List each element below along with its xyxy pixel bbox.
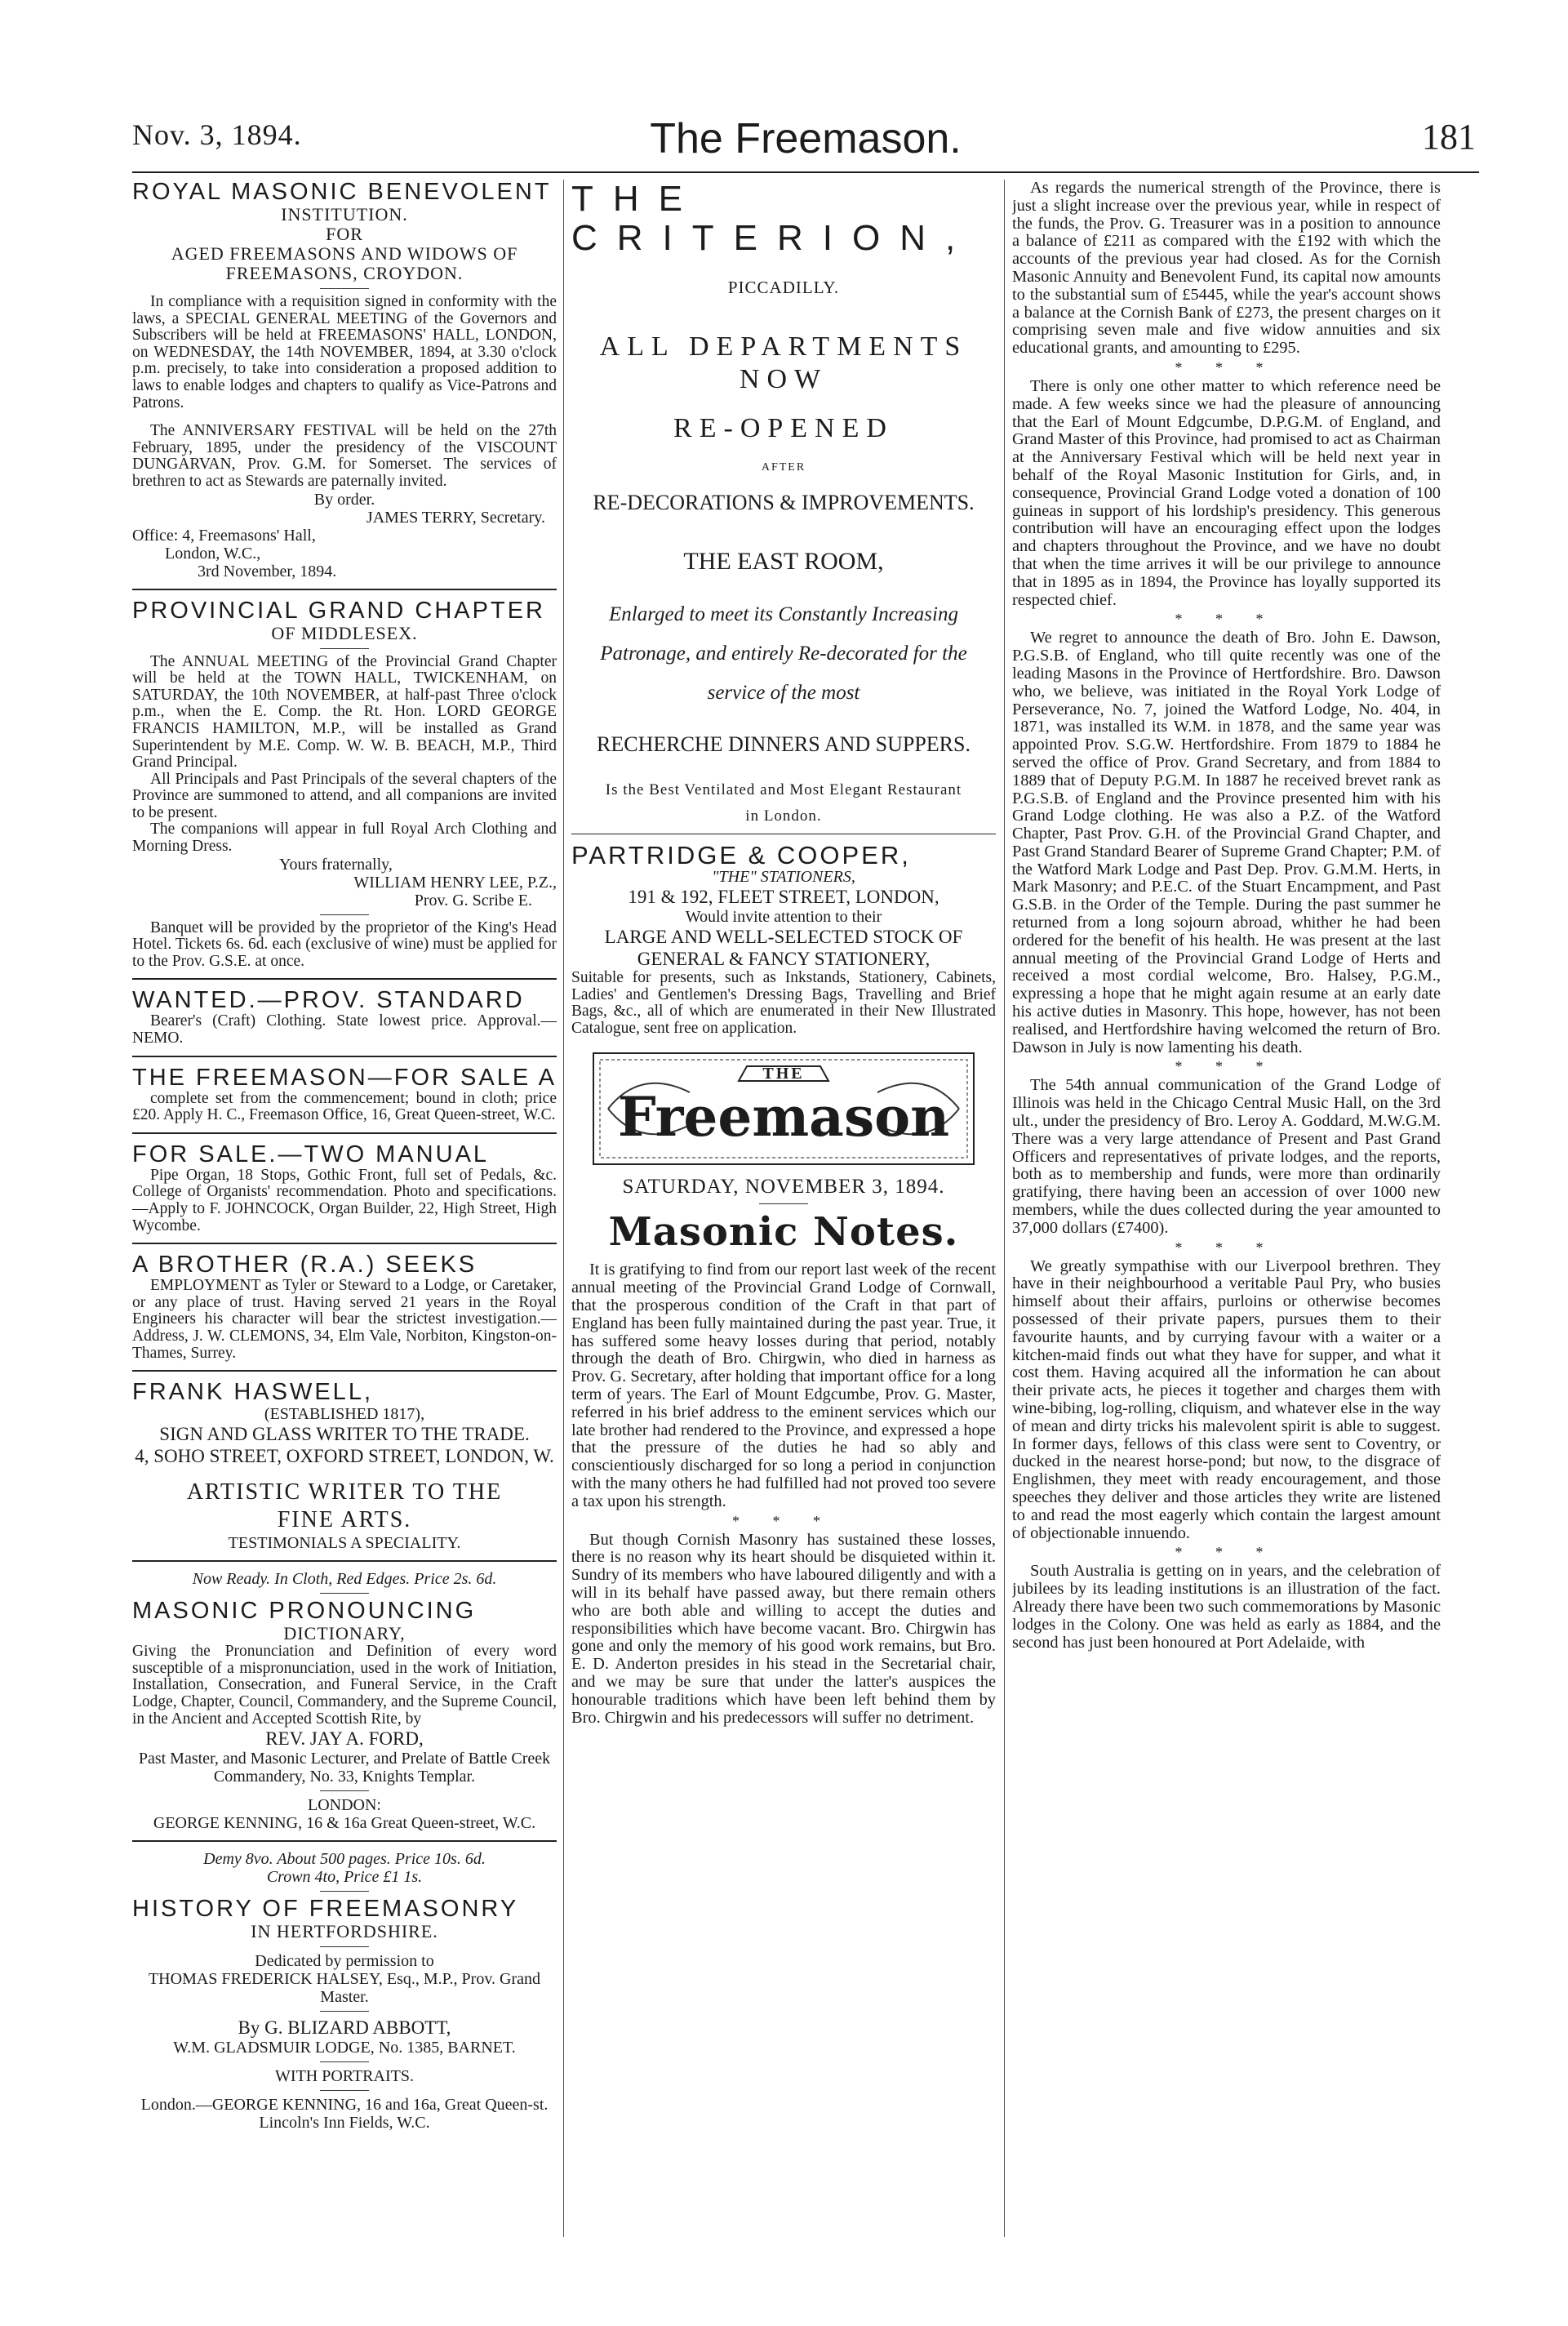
- column-notes: [1012, 180, 1441, 2245]
- ad-subheading: OF MIDDLESEX.: [271, 622, 418, 643]
- ad-signature: JAMES TERRY, Secretary.: [366, 508, 545, 527]
- ad-line: Would invite attention to their: [685, 908, 882, 926]
- ad-line: ARTISTIC WRITER TO THE: [186, 1479, 503, 1505]
- column-rule: [563, 180, 564, 2237]
- ad-line: RECHERCHE DINNERS AND SUPPERS.: [597, 732, 971, 756]
- divider: [320, 1891, 369, 1892]
- ad-address: Office: 4, Freemasons' Hall,: [132, 526, 316, 545]
- ad-wanted: [132, 988, 557, 1047]
- section-break: * * *: [1175, 611, 1278, 628]
- divider: [132, 978, 557, 980]
- divider: [320, 288, 369, 289]
- ad-heading: HISTORY OF FREEMASONRY: [132, 1896, 519, 1923]
- ad-body: The ANNUAL MEETING of the Provincial Grand Chapter will be held at the TOWN HALL, TWICKENHAM, on SATURDAY, the 10th NOVEMBER, at half-past Three o'clock p.m., when the E. Comp. the Rt. Hon. LORD GEORGE FRANCIS HAMILTON, M.P., will be installed as Grand Superintendent by M.E. Comp. W. W. B. BEACH, M.P., Third Grand Principal.: [132, 652, 557, 772]
- section-break: * * *: [1175, 358, 1278, 376]
- ad-body: Pipe Organ, 18 Stops, Gothic Front, full set of Pedals, &c. College of Organists' recommendation. Photo and specifications.—Apply to F. JOHNCOCK, Organ Builder, 22, High Street, High Wycombe.: [132, 1166, 557, 1234]
- divider: [320, 2090, 369, 2091]
- column-center: [571, 180, 996, 2245]
- ad-address: London, W.C.,: [165, 544, 261, 563]
- ad-heading: THE FREEMASON—FOR SALE A: [132, 1064, 557, 1091]
- ad-heading: FRANK HASWELL,: [132, 1379, 373, 1406]
- article-paragraph: But though Cornish Masonry has sustained these losses, there is no reason why its heart should be disquieted within it. Sundry of its members who have laboured diligently and with a will in its behalf have passed away, but there remain others who are both able and willing to accept the duties and responsibilities which have become vacant. Bro. Chirgwin has gone and only the memory of his good work remains, but Bro. E. D. Anderton presides in his stead in the Secretarial chair, and we may be sure that under the latter's auspices the honourable traditions which have been left behind them by Bro. Chirgwin and his predecessors will suffer no detriment.: [571, 1530, 996, 1727]
- ad-place: PICCADILLY.: [727, 278, 840, 297]
- ad-body: In compliance with a requisition signed in conformity with the laws, a SPECIAL GENERAL MEETING of the Governors and Subscribers will be held at FREEMASONS' HALL, LONDON, on WEDNESDAY, the 14th NOVEMBER, 1894, at 3.30 o'clock p.m. precisely, to take into consideration a proposed addition to laws to enable lodges and chapters to qualify as Vice-Patrons and Patrons.: [132, 293, 557, 411]
- ad-line: THOMAS FREDERICK HALSEY, Esq., M.P., Prov. Grand Master.: [148, 1970, 541, 2007]
- divider: [320, 914, 369, 915]
- ad-line: GENERAL & FANCY STATIONERY,: [637, 949, 931, 969]
- divider: [320, 1790, 369, 1791]
- ad-body: Banquet will be provided by the proprietor of the King's Head Hotel. Tickets 6s. 6d. each (exclusive of wine) must be applied for to the Prov. G.S.E. at once.: [132, 918, 557, 970]
- ad-signature: WILLIAM HENRY LEE, P.Z.,: [353, 873, 557, 892]
- divider: [132, 1560, 557, 1562]
- ad-publisher: GEORGE KENNING, 16 & 16a Great Queen-street, W.C.: [153, 1814, 536, 1833]
- ad-heading: ROYAL MASONIC BENEVOLENT: [132, 180, 552, 205]
- ad-heading: PARTRIDGE & COOPER,: [571, 841, 911, 869]
- ad-date: 3rd November, 1894.: [198, 562, 337, 580]
- divider: [132, 1132, 557, 1134]
- issue-dateline: SATURDAY, NOVEMBER 3, 1894.: [622, 1176, 945, 1199]
- article-paragraph: As regards the numerical strength of the Province, there is just a slight increase over the previous year, while in respect of the funds, the Prov. G. Treasurer was in a position to announce a balance of £211 as compared with the £192 with which the accounts of the previous year had closed. As for the Cornish Masonic Annuity and Benevolent Fund, its capital now amounts to the substantial sum of £5445, while the year's account shows a balance at the Cornish Bank of £273, the present charges on it comprising seven male and five widow annuities and six educational grants, and amounting to £295.: [1012, 180, 1441, 358]
- section-heading: Masonic Notes.: [608, 1209, 959, 1256]
- ad-organ-for-sale: [132, 1142, 557, 1234]
- ad-line: RE-OPENED: [673, 413, 894, 443]
- ad-history-of-freemasonry: [132, 1850, 557, 2132]
- ad-price: Now Ready. In Cloth, Red Edges. Price 2s. 6d.: [192, 1570, 497, 1589]
- section-break: * * *: [1175, 1544, 1278, 1561]
- ad-line: Dedicated by permission to: [255, 1952, 434, 1971]
- ad-heading: MASONIC PRONOUNCING: [132, 1598, 477, 1625]
- ad-body: complete set from the commencement; bound in cloth; price £20. Apply H. C., Freemason Office, 16, Great Queen-street, W.C.: [132, 1089, 557, 1124]
- ad-signoff: By order.: [313, 490, 375, 509]
- ad-pronouncing-dictionary: [132, 1570, 557, 1832]
- page-number: 181: [1422, 117, 1476, 157]
- page-header: [132, 114, 1479, 173]
- ad-subheading: "THE" STATIONERS,: [712, 868, 855, 886]
- article-paragraph: The 54th annual communication of the Grand Lodge of Illinois was held in the Chicago Central Music Hall, on the 3rd ult., under the presidency of Bro. Leroy A. Goddard, M.W.G.M. There was a very large attendance of Present and Past Grand Officers and representatives of private lodges, and the reports, both as to membership and funds, were more than ordinarily gratifying, there having been an accession of over 1000 new members, while the dues collected during the year amounted to 37,000 dollars (£7400).: [1012, 1076, 1441, 1237]
- ad-line: ALL DEPARTMENTS NOW: [599, 331, 968, 394]
- ad-line: AFTER: [761, 461, 806, 474]
- ad-signature-title: Prov. G. Scribe E.: [414, 891, 532, 909]
- ad-subheading: AGED FREEMASONS AND WIDOWS OF: [171, 243, 518, 264]
- ad-author-desc: W.M. GLADSMUIR LODGE, No. 1385, BARNET.: [173, 2039, 516, 2057]
- freemason-banner: [592, 1052, 975, 1166]
- ad-subheading: FREEMASONS, CROYDON.: [225, 263, 464, 283]
- ad-body: The companions will appear in full Royal Arch Clothing and Morning Dress.: [132, 821, 557, 856]
- ad-body: EMPLOYMENT as Tyler or Steward to a Lodge, or Caretaker, or any place of trust. Having served 21 years in the Royal Engineers his character will bear the strictest investigation.—Address, J. W. CLEMONS, 34, Elm Vale, Norbiton, Kingston-on-Thames, Surrey.: [132, 1277, 557, 1362]
- ad-line: LARGE AND WELL-SELECTED STOCK OF: [604, 927, 963, 947]
- masthead-title: The Freemason.: [650, 115, 962, 162]
- article-paragraph: South Australia is getting on in years, and the celebration of jubilees by its leading institutions is an illustration of the fact. Already there have been two such commemorations by Masonic lodges in the Colony. One was held as early as 1884, and the second has just been honoured at Port Adelaide, with: [1012, 1562, 1441, 1652]
- ad-price: Crown 4to, Price £1 1s.: [266, 1868, 423, 1887]
- ad-freemason-for-sale: [132, 1065, 557, 1124]
- ad-established: (ESTABLISHED 1817),: [264, 1405, 425, 1424]
- ad-subheading: IN HERTFORDSHIRE.: [251, 1921, 438, 1942]
- ad-body: The ANNIVERSARY FESTIVAL will be held on the 27th February, 1895, under the presidency of the VISCOUNT DUNGARVAN, Prov. G.M. for Somerset. The services of brethren to act as Stewards are paternally invited.: [132, 422, 557, 490]
- ad-publisher: London.—GEORGE KENNING, 16 and 16a, Great Queen-st.: [140, 2096, 549, 2115]
- ad-line: SIGN AND GLASS WRITER TO THE TRADE.: [159, 1424, 530, 1445]
- ad-signoff: Yours fraternally,: [279, 855, 393, 874]
- ad-heading: FOR SALE.—TWO MANUAL: [132, 1141, 490, 1167]
- ad-subheading: FOR: [326, 224, 363, 244]
- issue-date: Nov. 3, 1894.: [132, 118, 302, 151]
- section-break: * * *: [1175, 1058, 1278, 1075]
- divider: [320, 2061, 369, 2062]
- ad-label: LONDON:: [308, 1796, 381, 1815]
- ad-line: TESTIMONIALS A SPECIALITY.: [228, 1534, 461, 1553]
- ad-line: THE EAST ROOM,: [683, 548, 884, 575]
- divider: [320, 2011, 369, 2012]
- divider: [320, 1946, 369, 1947]
- divider: [320, 648, 369, 649]
- ad-heading: THE CRITERION,: [571, 180, 975, 258]
- column-rule: [1004, 180, 1005, 2237]
- ad-subheading: INSTITUTION.: [281, 204, 408, 225]
- ad-heading: PROVINCIAL GRAND CHAPTER: [132, 597, 545, 624]
- divider: [132, 1840, 557, 1842]
- article-paragraph: We regret to announce the death of Bro. John E. Dawson, P.G.S.B. of England, who till quite recently was one of the leading Masons in the Province of Hertfordshire. Bro. Dawson who, we believe, was initiated in the Royal York Lodge of Perseverance, No. 7, joined the Watford Lodge, No. 404, in 1871, was installed its W.M. in 1878, and the same year was appointed Prov. S.G.W. Hertfordshire. From 1879 to 1884 he served the office of Prov. Grand Secretary, and from 1884 to 1889 that of Deputy P.G.M. In 1887 he received brevet rank as P.G.S.B. of England and the Province presented him with his Grand Lodge clothing. He was also a P.Z. of the Watford Chapter, Past Prov. G.H. of the Provincial Grand Chapter, and Past Grand Standard Bearer of Supreme Grand Chapter; P.M. of the Watford Mark Lodge and Past Dep. Prov. G.M.M. Herts, in Mark Masonry; and P.E.C. of the Stuart Encampment, and Past G.S.B. in the Order of the Temple. During the past summer he returned from a long sojourn abroad, whither he had been ordered for the benefit of his health. He was present at the last annual meeting of the Provincial Grand Lodge of Herts and received a most cordial welcome, Bro. Halsey, P.G.M., expressing a hope that he might again resume at an early date his active duties in Masonry. This hope, however, has not been realised, and Hertfordshire having welcomed the return of Bro. Dawson in July is now lamenting his death.: [1012, 629, 1441, 1056]
- divider: [132, 1056, 557, 1057]
- ad-author: REV. JAY A. FORD,: [265, 1728, 424, 1750]
- ad-address: 191 & 192, FLEET STREET, LONDON,: [628, 887, 939, 907]
- ad-line: RE-DECORATIONS & IMPROVEMENTS.: [593, 491, 975, 514]
- ad-partridge-cooper: [571, 843, 996, 1037]
- ad-publisher: Lincoln's Inn Fields, W.C.: [259, 2114, 430, 2133]
- ad-line: WITH PORTRAITS.: [275, 2067, 414, 2086]
- ad-line: FINE ARTS.: [277, 1507, 412, 1533]
- ad-brother-seeks: [132, 1252, 557, 1362]
- divider: [759, 1203, 808, 1204]
- divider: [320, 1593, 369, 1594]
- banner-the: THE: [762, 1065, 805, 1083]
- ad-italic-line: Enlarged to meet its Constantly Increasing: [609, 603, 958, 625]
- ad-line: in London.: [745, 807, 822, 825]
- divider: [132, 1243, 557, 1244]
- article-paragraph: We greatly sympathise with our Liverpool brethren. They have in their neighbourhood a veritable Paul Pry, who busies himself about their affairs, purloins or otherwise becomes possessed of their private papers, pursues them to their favourite haunts, and by currying favour with a waiter or a kitchen-maid finds out what they have for supper, and what it cost them. Having acquired all the information he can about their private acts, he pieces it together and charges them with wine-bibing, log-rolling, cliquism, and whatever else in the way of mean and dirty tricks his malevolent spirit is able to suggest. In former days, fellows of this class were sent to Coventry, or ducked in the nearest horse-pond; but now, to the disgrace of Englishmen, they meet with ready encouragement, and those speeches they deliver and those articles they write are listened to and read the most eagerly which contain the largest amount of objectionable innuendo.: [1012, 1256, 1441, 1542]
- column-advertisements: [132, 180, 557, 2245]
- section-break: * * *: [1175, 1239, 1278, 1256]
- ad-body: Bearer's (Craft) Clothing. State lowest price. Approval.—NEMO.: [132, 1012, 557, 1047]
- ad-author-desc: Past Master, and Masonic Lecturer, and Prelate of Battle Creek Commandery, No. 33, Knights Templar.: [138, 1750, 551, 1786]
- ad-heading: WANTED.—PROV. STANDARD: [132, 987, 525, 1014]
- ad-provincial-grand-chapter: [132, 598, 557, 971]
- ad-italic-line: Patronage, and entirely Re-decorated for the: [600, 643, 967, 665]
- ad-frank-haswell: [132, 1380, 557, 1552]
- ad-body: Suitable for presents, such as Inkstands, Stationery, Cabinets, Ladies' and Gentlemen's Dressing Bags, Travelling and Brief Bags, &c., all of which are enumerated in their New Illustrated Catalogue, sent free on application.: [571, 969, 996, 1037]
- ad-heading: A BROTHER (R.A.) SEEKS: [132, 1252, 478, 1279]
- ad-italic-line: service of the most: [707, 682, 860, 704]
- ad-author: By G. BLIZARD ABBOTT,: [238, 2017, 451, 2039]
- divider: [132, 1370, 557, 1372]
- ad-body: All Principals and Past Principals of the several chapters of the Province are summoned to attend, and all companions are invited to be present.: [132, 770, 557, 821]
- ad-price: Demy 8vo. About 500 pages. Price 10s. 6d.: [203, 1850, 486, 1869]
- ad-line: Is the Best Ventilated and Most Elegant Restaurant: [605, 781, 962, 798]
- ad-criterion: [571, 180, 996, 825]
- banner-name: Freemason: [617, 1085, 950, 1150]
- ad-body: Giving the Pronunciation and Definition of every word susceptible of a mispronunciation, used in the work of Initiation, Installation, Consecration, and Funeral Service, in the Craft Lodge, Chapter, Council, Commandery, and the Supreme Council, in the Ancient and Accepted Scottish Rite, by: [132, 1643, 557, 1728]
- article-paragraph: There is only one other matter to which reference need be made. A few weeks since we had the pleasure of announcing that the Earl of Mount Edgcumbe, D.P.G.M. of England, and Grand Master of this Province, had promised to act as Chairman at the Anniversary Festival which will be held next year in behalf of the Royal Masonic Institution for Girls, and, in consequence, Provincial Grand Lodge voted a donation of 100 guineas in support of his lordship's presidency. This generous contribution will have an encouraging effect upon the lodges and chapters throughout the Province, and we have no doubt that when the time arrives it will be our privilege to announce that in 1895 as in 1894, the Province has loyally supported its respected chief.: [1012, 376, 1441, 609]
- divider: [132, 589, 557, 590]
- article-paragraph: It is gratifying to find from our report last week of the recent annual meeting of the Provincial Grand Lodge of Cornwall, that the prosperous condition of the Craft in that part of England has been fully maintained during the past year. True, it has suffered some heavy losses during that period, notably through the death of Bro. Chirgwin, who died in harness as Prov. G. Secretary, after holding that important office for a long term of years. The Earl of Mount Edgcumbe, Prov. G. Master, referred in his brief address to the eminent services which our late brother had rendered to the Province, and expressed a hope that the pressure of the duties he had so ably and conscientiously discharged for so long a period in conjunction with the many others he had fulfilled had not proved too severe a tax upon his strength.: [571, 1261, 996, 1510]
- ad-royal-masonic-benevolent: [132, 180, 557, 580]
- ad-address: 4, SOHO STREET, OXFORD STREET, LONDON, W.: [135, 1446, 554, 1467]
- ad-subheading: DICTIONARY,: [283, 1623, 406, 1644]
- section-break: * * *: [732, 1512, 835, 1529]
